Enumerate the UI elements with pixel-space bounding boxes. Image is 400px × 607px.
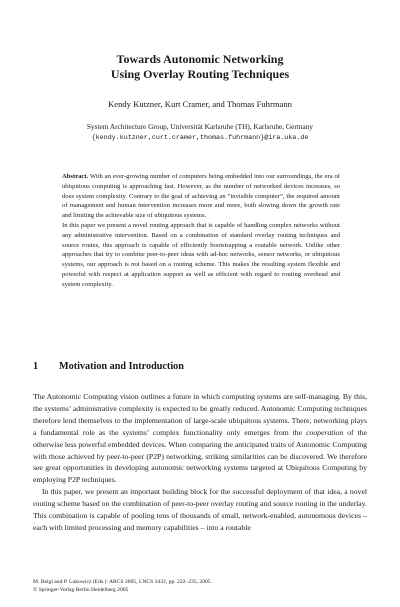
abstract-paragraph-1 <box>62 172 340 221</box>
copyright-line: © Springer-Verlag Berlin Heidelberg 2005 <box>33 587 129 593</box>
abstract-label: Abstract. <box>62 173 89 180</box>
abstract-emphasis: not <box>131 261 140 269</box>
affiliation: System Architecture Group, Universität Karlsruhe (TH), Karlsruhe, Germany <box>86 122 314 131</box>
body-text <box>33 391 367 534</box>
section-heading <box>33 360 367 373</box>
citation-line: M. Beigl and P. Lukowicz (Eds.): ARCS 2005, LNCS 3432, pp. 222–235, 2005. <box>33 579 213 585</box>
section-title: Motivation and Introduction <box>59 361 184 372</box>
abstract-text-2a: In this paper we present a novel routing approach that is capable of handling complex networks without any administrative intervention. Based on a combination of standard overlay routing techniques and source routes, this approach is capable of efficiently bootstrapping a routable network. Unlike other approaches that try to combine peer-to-peer ideas with ad-hoc networks, sensor networks, or ubiquitous systems, our approach is <box>62 221 340 269</box>
body-paragraph-1 <box>33 391 367 486</box>
body-text-1b: of the otherwise less powerful embedded devices. When comparing the anticipated traits of Autonomic Computing with those achieved by peer-to-peer (P2P) networking, striking similarities can be discovered. We therefore see great opportunities in developing autonomic networking systems targeted at Ubiquitous Computing by employing P2P techniques. <box>33 427 367 485</box>
abstract-paragraph-2 <box>62 221 340 290</box>
body-text-1a: The Autonomic Computing vision outlines a future in which computing systems are self-managing. By this, the systems’ administrative complexity is expected to be greatly reduced. Autonomic Computing techniques therefore lend themselves to the implementation of large-scale ubiquitous systems. There, networking plays a fundamental role as the systems’ complex functionality only emerges from the <box>33 392 367 437</box>
body-paragraph-2: In this paper, we present an important building block for the successful deployment of that idea, a novel routing scheme based on the combination of peer-to-peer overlay routing and source routing in the underlay. This combination is capable of pooling tens of thousands of small, network-enabled, autonomous devices – each with limited processing and memory capabilities – into a routable <box>33 487 367 532</box>
abstract <box>62 172 340 290</box>
title-line-1: Towards Autonomic Networking <box>116 52 284 66</box>
body-emphasis: cooperation <box>306 427 344 437</box>
abstract-text-1: With an ever-growing number of computers being embedded into our surroundings, the era of ubiquitous computing is approaching fast. However, as the number of networked devices increases, so does system complexity. Contrary to the goal of achieving an “invisible computer”, the required amount of management and human intervention increases more and more, both slowing down the growth rate and limiting the achievable size of ubiquitous systems. <box>62 173 340 220</box>
author-list: Kendy Kutzner, Kurt Cramer, and Thomas Fuhrmann <box>108 99 292 109</box>
section-number: 1 <box>33 361 39 372</box>
title-line-2: Using Overlay Routing Techniques <box>110 67 290 81</box>
abstract-text-2b: based on a routing scheme. This makes the resulting system flexible and powerful with respect at application support as well as efficient with regard to routing overhead and system complexity. <box>62 261 340 288</box>
paper-title <box>0 52 400 82</box>
page-footer <box>33 578 367 594</box>
author-emails: {kendy.kutzner,curt.cramer,thomas.fuhrmann}@ira.uka.de <box>91 134 309 142</box>
